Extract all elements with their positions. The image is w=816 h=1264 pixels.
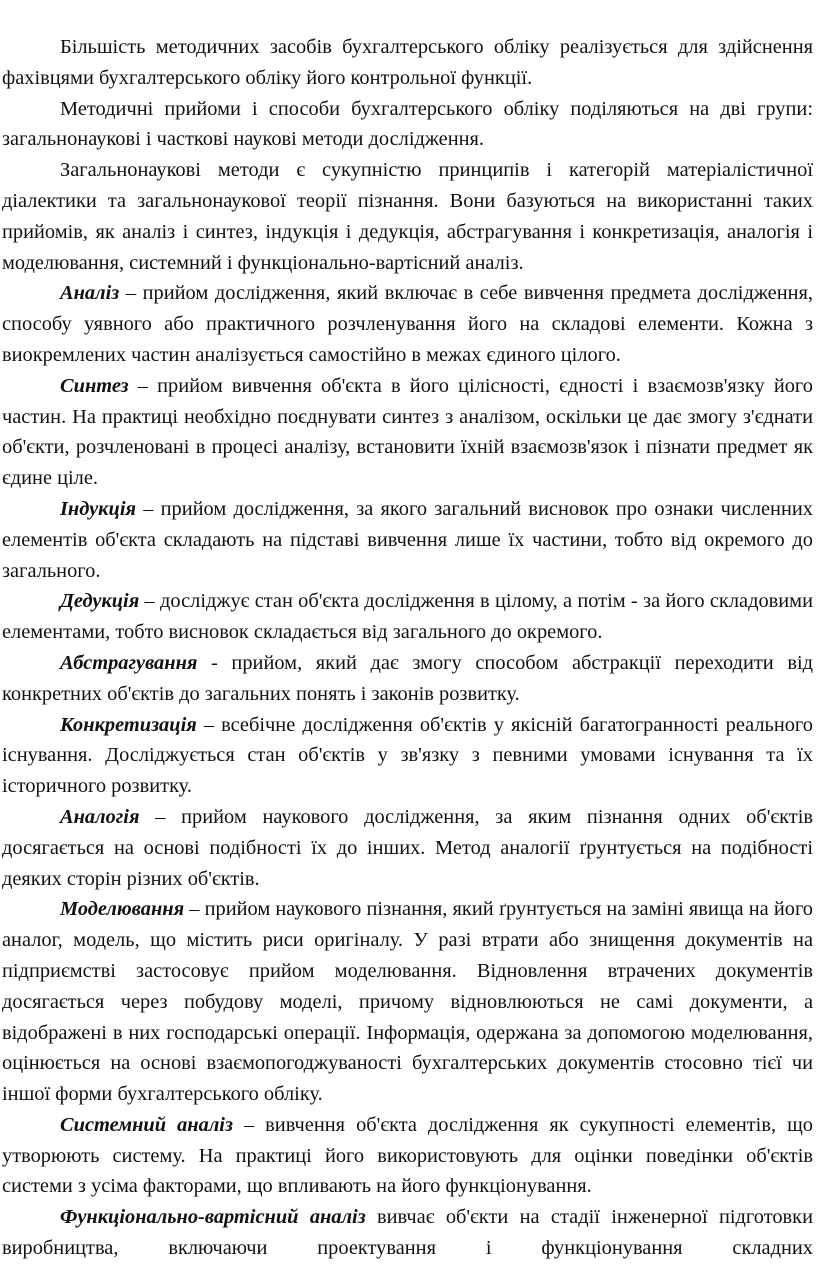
term-heading: Системний аналіз xyxy=(60,1113,233,1136)
paragraph-analogy xyxy=(2,802,813,894)
paragraph-text: – прийом дослідження, який включає в себе вивчення предмета дослідження, способу уявного або практичного розчленування його на складові елементи. Кожна з виокремлених частин аналізується самостійно в межах єдиного цілого. xyxy=(2,282,813,366)
paragraph-method-groups xyxy=(2,94,813,156)
paragraph-abstraction xyxy=(2,648,813,710)
paragraph-text: – прийом вивчення об'єкта в його цілісності, єдності і взаємозв'язку його частин. На практиці необхідно поєднувати синтез з аналізом, оскільки це дає змогу з'єднати об'єкти, розчленовані в процесі аналізу, встановити їхній взаємозв'язок і пізнати предмет як єдине ціле. xyxy=(2,374,813,490)
paragraph-text: – досліджує стан об'єкта дослідження в цілому, а потім - за його складовими елементами, тобто висновок складається від загального до окремого. xyxy=(2,590,813,644)
paragraph-text: – прийом наукового пізнання, який ґрунтується на заміні явища на його аналог, модель, що містить риси оригіналу. У разі втрати або знищення документів на підприємстві застосовує прийом моделювання. Відновлення втрачених документів досягається через побудову моделі, причому відновлюються не самі документи, а відображені в них господарські операції. Інформація, одержана за допомогою моделювання, оцінюється на основі взаємопогоджуваності бухгалтерських документів стосовно тієї чи іншої форми бухгалтерського обліку. xyxy=(2,898,813,1106)
term-heading: Синтез xyxy=(60,374,129,397)
term-heading: Функціонально-вартісний аналіз xyxy=(60,1206,366,1229)
paragraph-deduction xyxy=(2,586,813,648)
paragraph-text: Методичні прийоми і способи бухгалтерського обліку поділяються на дві групи: загальнонаукові і часткові наукові методи дослідження. xyxy=(2,97,813,151)
paragraph-text: Більшість методичних засобів бухгалтерського обліку реалізується для здійснення фахівцями бухгалтерського обліку його контрольної функції. xyxy=(2,36,813,89)
paragraph-text: Загальнонаукові методи є сукупністю принципів і категорій матеріалістичної діалектики та загальнонаукової теорії пізнання. Вони базуються на використанні таких прийомів, як аналіз і синтез, індукція і дедукція, абстрагування і конкретизація, аналогія і моделювання, системний і функціонально-вартісний аналіз. xyxy=(2,159,813,274)
paragraph-intro xyxy=(2,32,813,94)
document-page xyxy=(0,32,816,1264)
paragraph-induction xyxy=(2,494,813,586)
paragraph-concretization xyxy=(2,710,813,802)
paragraph-general-methods xyxy=(2,155,813,278)
paragraph-system-analysis xyxy=(2,1110,813,1202)
paragraph-text: – прийом наукового дослідження, за яким пізнання одних об'єктів досягається на основі подібності їх до інших. Метод аналогії ґрунтується на подібності деяких сторін різних об'єктів. xyxy=(2,805,813,890)
paragraph-modeling xyxy=(2,894,813,1110)
term-heading: Дедукція xyxy=(60,590,140,613)
term-heading: Конкретизація xyxy=(60,713,197,736)
paragraph-text: вивчає об'єкти на стадії інженерної підготовки виробництва, включаючи проектування і функціонування складних xyxy=(2,1206,813,1260)
term-heading: Індукція xyxy=(60,497,136,520)
term-heading: Моделювання xyxy=(60,898,185,921)
paragraph-synthesis xyxy=(2,371,813,494)
paragraph-text: – всебічне дослідження об'єктів у якісній багатогранності реального існування. Досліджується стан об'єктів у зв'язку з певними умовами існування та їх історичного розвитку. xyxy=(2,713,813,798)
paragraph-analysis xyxy=(2,278,813,370)
term-heading: Аналіз xyxy=(60,282,120,305)
paragraph-functional-cost-analysis xyxy=(2,1202,813,1264)
paragraph-text: – вивчення об'єкта дослідження як сукупності елементів, що утворюють систему. На практиці його використовують для оцінки поведінки об'єктів системи з усіма факторами, що впливають на його функціонування. xyxy=(2,1113,813,1198)
paragraph-text: - прийом, який дає змогу способом абстракції переходити від конкретних об'єктів до загальних понять і законів розвитку. xyxy=(2,651,813,705)
term-heading: Абстрагування xyxy=(60,651,198,674)
paragraph-text: – прийом дослідження, за якого загальний висновок про ознаки численних елементів об'єкта складають на підставі вивчення лише їх частини, тобто від окремого до загального. xyxy=(2,497,813,582)
term-heading: Аналогія xyxy=(60,805,140,828)
